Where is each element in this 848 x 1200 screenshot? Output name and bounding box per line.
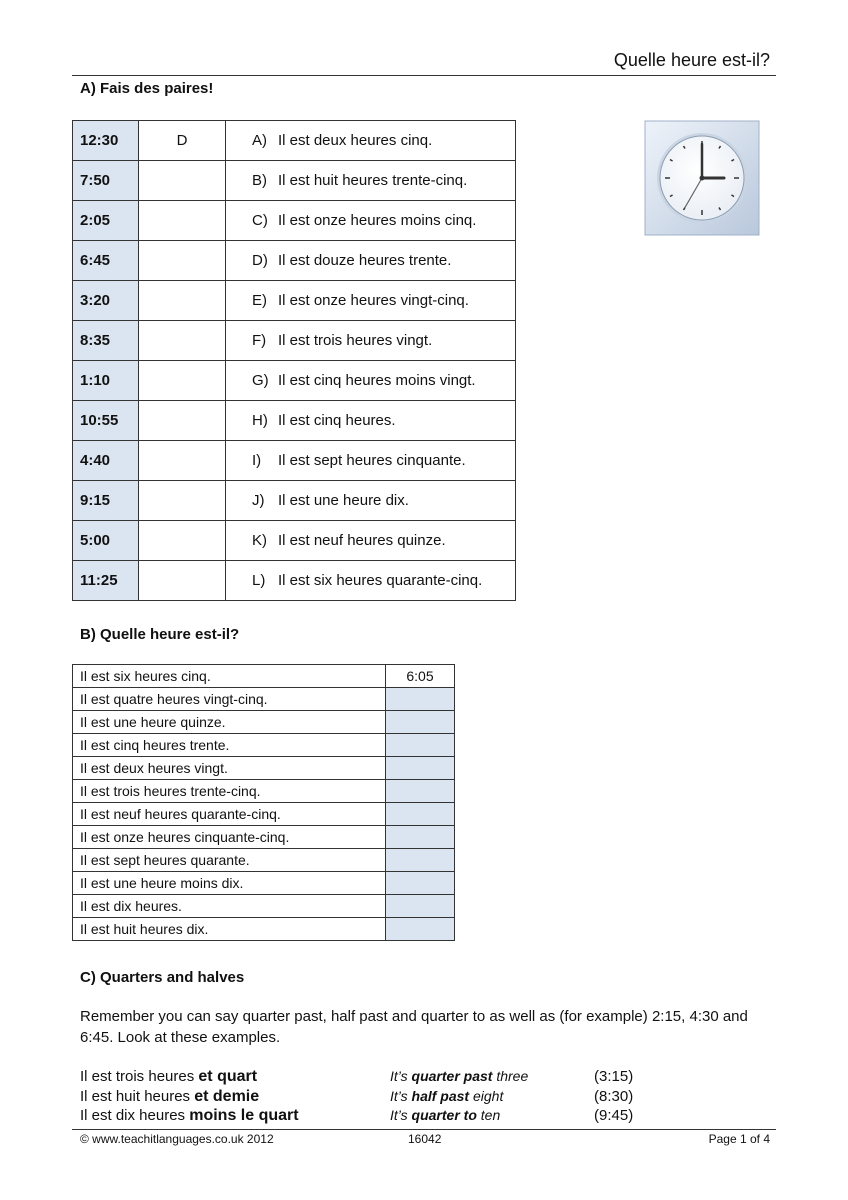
option-letter: G) (252, 372, 269, 389)
option-letter: C) (252, 212, 268, 229)
table-row (73, 241, 516, 281)
table-row (73, 757, 455, 780)
sentence-cell: Il est deux heures vingt. (73, 757, 386, 780)
answer-cell[interactable] (139, 321, 226, 361)
time-cell: 7:50 (73, 161, 139, 201)
example-french: Il est trois heures et quart (80, 1068, 258, 1085)
time-cell: 11:25 (73, 561, 139, 601)
table-row (73, 803, 455, 826)
time-cell: 6:45 (73, 241, 139, 281)
option-letter: I) (252, 452, 262, 469)
time-cell: 12:30 (73, 121, 139, 161)
footer-code: 16042 (408, 1132, 442, 1146)
sentence-cell (226, 521, 516, 561)
sentence-cell: Il est une heure moins dix. (73, 872, 386, 895)
sentence-cell (226, 161, 516, 201)
option-letter: J) (252, 492, 265, 509)
time-cell: 8:35 (73, 321, 139, 361)
option-sentence: Il est une heure dix. (278, 492, 409, 509)
option-sentence: Il est deux heures cinq. (278, 132, 433, 149)
answer-cell[interactable] (386, 757, 455, 780)
option-sentence: Il est cinq heures. (278, 412, 396, 429)
table-row (73, 734, 455, 757)
sentence-cell (226, 121, 516, 161)
answer-cell[interactable] (386, 803, 455, 826)
example-time: (8:30) (594, 1088, 634, 1105)
sentence-cell: Il est trois heures trente-cinq. (73, 780, 386, 803)
table-row (73, 401, 516, 441)
section-c-paragraph: Remember you can say quarter past, half past and quarter to as well as (for example) 2:15, 4:30 and 6:45. Look at these examples. (80, 1008, 748, 1046)
answer-cell[interactable] (139, 161, 226, 201)
answer-cell[interactable]: D (139, 121, 226, 161)
example-french: Il est huit heures et demie (80, 1088, 260, 1105)
option-sentence: Il est huit heures trente-cinq. (278, 172, 468, 189)
time-cell: 9:15 (73, 481, 139, 521)
table-row (73, 441, 516, 481)
sentence-cell (226, 361, 516, 401)
table-row (73, 321, 516, 361)
table-row (73, 849, 455, 872)
footer-rule (72, 1129, 776, 1130)
sentence-cell: Il est huit heures dix. (73, 918, 386, 941)
table-row (73, 281, 516, 321)
table-row (73, 918, 455, 941)
time-cell: 3:20 (73, 281, 139, 321)
answer-cell[interactable] (139, 401, 226, 441)
answer-cell[interactable] (386, 895, 455, 918)
answer-cell[interactable] (139, 481, 226, 521)
section-c-title: C) Quarters and halves (80, 969, 245, 986)
table-row (73, 895, 455, 918)
answer-cell[interactable] (139, 281, 226, 321)
table-row (73, 711, 455, 734)
footer-page: Page 1 of 4 (708, 1132, 770, 1146)
table-row (73, 665, 455, 688)
sentence-cell: Il est cinq heures trente. (73, 734, 386, 757)
sentence-cell (226, 241, 516, 281)
example-english: It’s quarter to ten (390, 1107, 501, 1123)
table-row (73, 481, 516, 521)
example-time: (9:45) (594, 1107, 634, 1124)
example-english: It’s quarter past three (390, 1068, 529, 1084)
clock-icon (644, 120, 760, 236)
option-sentence: Il est trois heures vingt. (278, 332, 433, 349)
table-row (73, 361, 516, 401)
example-french: Il est dix heures moins le quart (80, 1107, 299, 1124)
answer-cell[interactable] (139, 361, 226, 401)
table-row (73, 561, 516, 601)
option-sentence: Il est onze heures vingt-cinq. (278, 292, 469, 309)
answer-cell[interactable] (139, 241, 226, 281)
option-letter: B) (252, 172, 267, 189)
sentence-cell: Il est neuf heures quarante-cinq. (73, 803, 386, 826)
matching-table (72, 120, 516, 601)
answer-cell[interactable] (386, 734, 455, 757)
time-cell: 1:10 (73, 361, 139, 401)
example-english: It’s half past eight (390, 1088, 504, 1104)
answer-cell[interactable] (386, 780, 455, 803)
option-sentence: Il est six heures quarante-cinq. (278, 572, 483, 589)
answer-cell[interactable] (386, 688, 455, 711)
answer-cell[interactable] (386, 918, 455, 941)
section-b-title: B) Quelle heure est-il? (80, 626, 240, 643)
option-letter: K) (252, 532, 267, 549)
option-sentence: Il est neuf heures quinze. (278, 532, 446, 549)
sentence-cell: Il est six heures cinq. (73, 665, 386, 688)
sentence-cell (226, 441, 516, 481)
times-table (72, 664, 455, 941)
table-row (73, 780, 455, 803)
option-sentence: Il est cinq heures moins vingt. (278, 372, 476, 389)
option-letter: H) (252, 412, 268, 429)
option-letter: D) (252, 252, 268, 269)
answer-cell[interactable] (386, 849, 455, 872)
sentence-cell (226, 481, 516, 521)
option-letter: L) (252, 572, 266, 589)
table-row (73, 688, 455, 711)
sentence-cell (226, 281, 516, 321)
sentence-cell (226, 401, 516, 441)
table-row (73, 826, 455, 849)
table-row (73, 521, 516, 561)
example-time: (3:15) (594, 1068, 634, 1085)
table-row (73, 201, 516, 241)
option-letter: F) (252, 332, 267, 349)
page-header-title: Quelle heure est-il? (613, 50, 770, 70)
sentence-cell: Il est une heure quinze. (73, 711, 386, 734)
answer-cell[interactable] (386, 826, 455, 849)
option-sentence: Il est douze heures trente. (278, 252, 452, 269)
answer-cell[interactable] (386, 872, 455, 895)
footer-copyright: © www.teachitlanguages.co.uk 2012 (80, 1132, 274, 1146)
sentence-cell: Il est quatre heures vingt-cinq. (73, 688, 386, 711)
option-sentence: Il est sept heures cinquante. (278, 452, 466, 469)
answer-cell[interactable] (139, 521, 226, 561)
answer-cell[interactable] (139, 561, 226, 601)
time-cell: 2:05 (73, 201, 139, 241)
sentence-cell (226, 201, 516, 241)
sentence-cell: Il est sept heures quarante. (73, 849, 386, 872)
table-row (73, 121, 516, 161)
sentence-cell: Il est dix heures. (73, 895, 386, 918)
time-cell: 5:00 (73, 521, 139, 561)
section-a-title: A) Fais des paires! (80, 80, 214, 97)
option-letter: E) (252, 292, 267, 309)
sentence-cell (226, 321, 516, 361)
header-rule (72, 75, 776, 76)
time-cell: 10:55 (73, 401, 139, 441)
answer-cell[interactable] (386, 711, 455, 734)
answer-cell[interactable] (139, 441, 226, 481)
table-row (73, 872, 455, 895)
answer-cell[interactable]: 6:05 (386, 665, 455, 688)
option-letter: A) (252, 132, 267, 149)
sentence-cell: Il est onze heures cinquante-cinq. (73, 826, 386, 849)
answer-cell[interactable] (139, 201, 226, 241)
time-cell: 4:40 (73, 441, 139, 481)
table-row (73, 161, 516, 201)
sentence-cell (226, 561, 516, 601)
option-sentence: Il est onze heures moins cinq. (278, 212, 477, 229)
